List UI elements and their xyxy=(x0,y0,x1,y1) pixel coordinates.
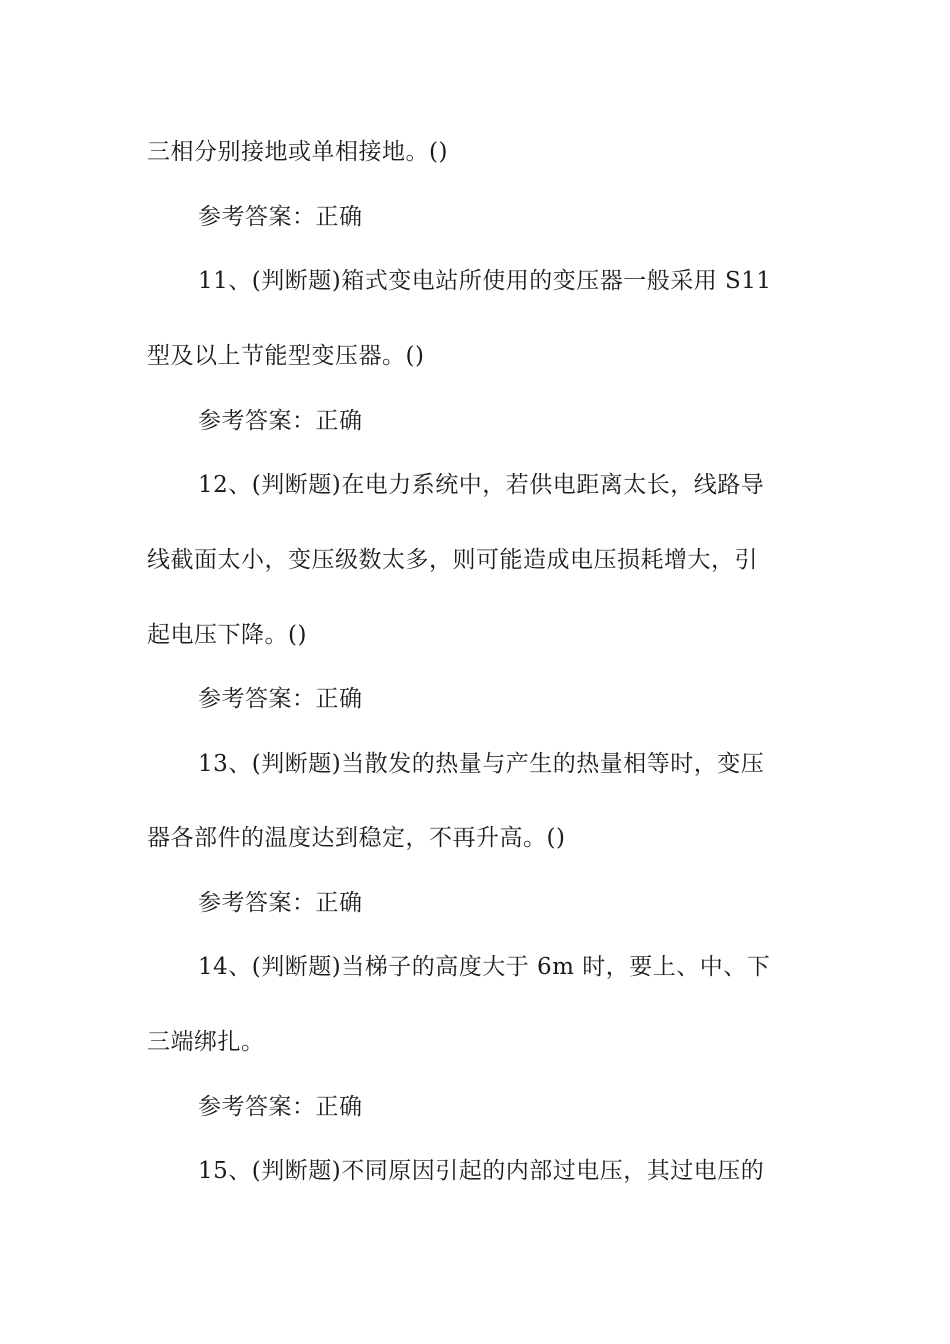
answer-13: 参考答案：正确 xyxy=(198,890,363,916)
question-12-continuation: 起电压下降。() xyxy=(147,622,307,648)
question-11-continuation: 型及以上节能型变压器。() xyxy=(147,343,425,369)
question-12-continuation: 线截面太小，变压级数太多，则可能造成电压损耗增大，引 xyxy=(147,547,758,573)
question-12: 12、(判断题)在电力系统中，若供电距离太长，线路导 xyxy=(198,472,765,498)
answer-10: 参考答案：正确 xyxy=(198,204,363,230)
answer-12: 参考答案：正确 xyxy=(198,686,363,712)
question-13-continuation: 器各部件的温度达到稳定，不再升高。() xyxy=(147,825,566,851)
question-11: 11、(判断题)箱式变电站所使用的变压器一般采用 S11 xyxy=(198,268,772,294)
question-15: 15、(判断题)不同原因引起的内部过电压，其过电压的 xyxy=(198,1158,765,1184)
answer-14: 参考答案：正确 xyxy=(198,1094,363,1120)
question-14-continuation: 三端绑扎。 xyxy=(147,1029,265,1055)
answer-11: 参考答案：正确 xyxy=(198,408,363,434)
question-10-continuation: 三相分别接地或单相接地。() xyxy=(147,139,448,165)
question-14: 14、(判断题)当梯子的高度大于 6m 时，要上、中、下 xyxy=(198,954,771,980)
question-13: 13、(判断题)当散发的热量与产生的热量相等时，变压 xyxy=(198,751,765,777)
